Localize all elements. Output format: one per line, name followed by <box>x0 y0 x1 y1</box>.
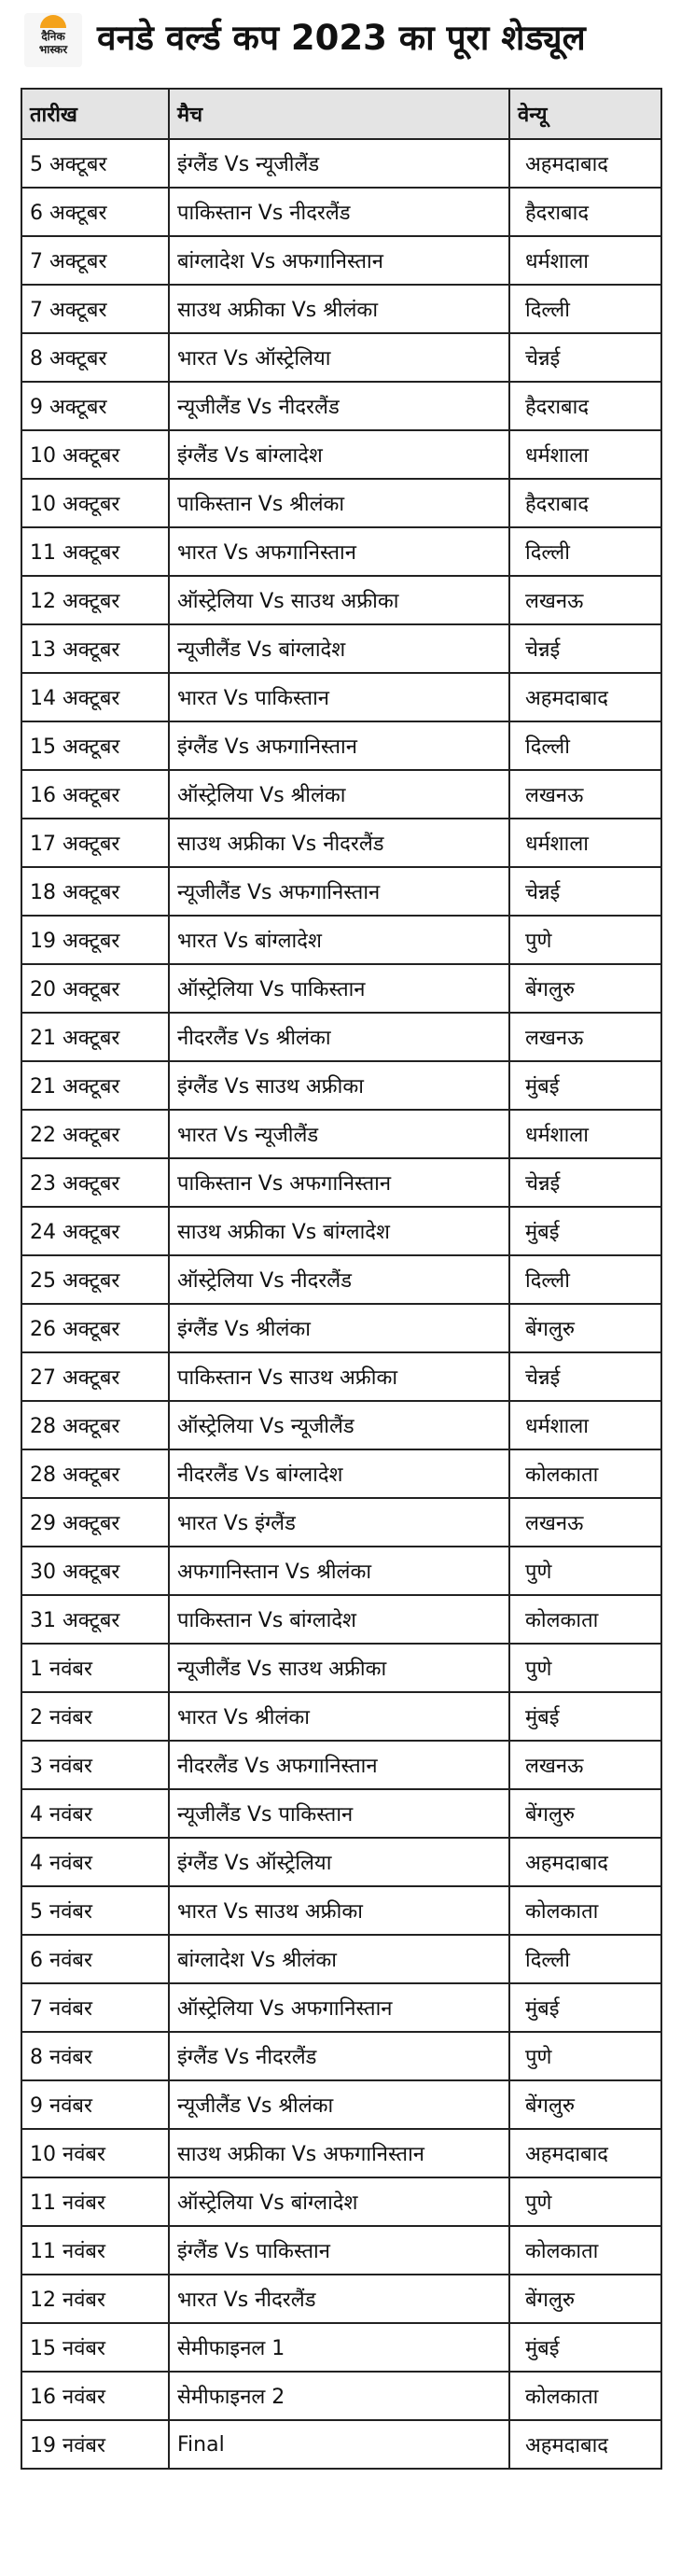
table-row <box>21 1595 661 1644</box>
match-teams: Final <box>169 2420 509 2469</box>
match-venue: कोलकाता <box>509 2226 661 2275</box>
table-row <box>21 188 661 236</box>
match-teams: पाकिस्तान Vs साउथ अफ्रीका <box>169 1352 509 1401</box>
table-row <box>21 1110 661 1158</box>
match-teams: भारत Vs इंग्लैंड <box>169 1498 509 1547</box>
match-date: 16 नवंबर <box>21 2372 169 2420</box>
match-teams: इंग्लैंड Vs श्रीलंका <box>169 1304 509 1352</box>
table-row <box>21 673 661 721</box>
match-date: 19 नवंबर <box>21 2420 169 2469</box>
match-date: 7 नवंबर <box>21 1983 169 2032</box>
header-date: तारीख <box>21 89 169 139</box>
match-venue: धर्मशाला <box>509 819 661 867</box>
match-venue: पुणे <box>509 2032 661 2080</box>
table-row <box>21 819 661 867</box>
match-teams: ऑस्ट्रेलिया Vs अफगानिस्तान <box>169 1983 509 2032</box>
match-venue: मुंबई <box>509 1061 661 1110</box>
match-teams: भारत Vs बांग्लादेश <box>169 916 509 964</box>
table-row <box>21 1498 661 1547</box>
table-header-row <box>21 89 661 139</box>
match-date: 10 नवंबर <box>21 2129 169 2177</box>
table-row <box>21 1644 661 1692</box>
table-row <box>21 1983 661 2032</box>
table-row <box>21 2177 661 2226</box>
match-venue: दिल्ली <box>509 1935 661 1983</box>
match-date: 27 अक्टूबर <box>21 1352 169 1401</box>
table-row <box>21 2372 661 2420</box>
table-row <box>21 1789 661 1838</box>
match-teams: न्यूजीलैंड Vs अफगानिस्तान <box>169 867 509 916</box>
table-row <box>21 2129 661 2177</box>
match-teams: ऑस्ट्रेलिया Vs श्रीलंका <box>169 770 509 819</box>
match-venue: चेन्नई <box>509 867 661 916</box>
match-date: 18 अक्टूबर <box>21 867 169 916</box>
match-teams: ऑस्ट्रेलिया Vs बांग्लादेश <box>169 2177 509 2226</box>
match-venue: चेन्नई <box>509 624 661 673</box>
table-row <box>21 333 661 382</box>
match-teams: पाकिस्तान Vs नीदरलैंड <box>169 188 509 236</box>
match-date: 1 नवंबर <box>21 1644 169 1692</box>
match-teams: पाकिस्तान Vs बांग्लादेश <box>169 1595 509 1644</box>
match-date: 9 अक्टूबर <box>21 382 169 430</box>
match-teams: इंग्लैंड Vs पाकिस्तान <box>169 2226 509 2275</box>
table-row <box>21 624 661 673</box>
table-row <box>21 576 661 624</box>
match-venue: अहमदाबाद <box>509 1838 661 1886</box>
match-teams: ऑस्ट्रेलिया Vs पाकिस्तान <box>169 964 509 1013</box>
match-venue: मुंबई <box>509 1692 661 1741</box>
match-venue: पुणे <box>509 916 661 964</box>
match-venue: अहमदाबाद <box>509 673 661 721</box>
match-date: 20 अक्टूबर <box>21 964 169 1013</box>
sun-icon <box>40 15 66 28</box>
page-title: वनडे वर्ल्ड कप 2023 का पूरा शेड्यूल <box>97 18 586 58</box>
match-venue: दिल्ली <box>509 285 661 333</box>
match-date: 10 अक्टूबर <box>21 430 169 479</box>
match-teams: न्यूजीलैंड Vs साउथ अफ्रीका <box>169 1644 509 1692</box>
match-teams: साउथ अफ्रीका Vs श्रीलंका <box>169 285 509 333</box>
match-date: 4 नवंबर <box>21 1789 169 1838</box>
match-teams: भारत Vs साउथ अफ्रीका <box>169 1886 509 1935</box>
match-teams: पाकिस्तान Vs अफगानिस्तान <box>169 1158 509 1207</box>
table-row <box>21 867 661 916</box>
table-row <box>21 1207 661 1255</box>
match-venue: कोलकाता <box>509 2372 661 2420</box>
match-venue: धर्मशाला <box>509 1110 661 1158</box>
match-venue: बेंगलुरु <box>509 964 661 1013</box>
table-row <box>21 1886 661 1935</box>
match-teams: इंग्लैंड Vs नीदरलैंड <box>169 2032 509 2080</box>
match-date: 19 अक्टूबर <box>21 916 169 964</box>
match-date: 10 अक्टूबर <box>21 479 169 527</box>
match-date: 11 नवंबर <box>21 2226 169 2275</box>
match-venue: धर्मशाला <box>509 430 661 479</box>
match-teams: न्यूजीलैंड Vs पाकिस्तान <box>169 1789 509 1838</box>
logo-line-1: दैनिक <box>41 30 65 43</box>
match-date: 21 अक्टूबर <box>21 1013 169 1061</box>
match-venue: अहमदाबाद <box>509 2129 661 2177</box>
table-row <box>21 916 661 964</box>
table-row <box>21 770 661 819</box>
match-venue: हैदराबाद <box>509 382 661 430</box>
match-date: 25 अक्टूबर <box>21 1255 169 1304</box>
table-row <box>21 1158 661 1207</box>
match-venue: दिल्ली <box>509 721 661 770</box>
table-row <box>21 1304 661 1352</box>
match-date: 8 अक्टूबर <box>21 333 169 382</box>
match-date: 30 अक्टूबर <box>21 1547 169 1595</box>
match-venue: बेंगलुरु <box>509 1304 661 1352</box>
match-venue: अहमदाबाद <box>509 139 661 188</box>
table-row <box>21 1013 661 1061</box>
match-teams: बांग्लादेश Vs श्रीलंका <box>169 1935 509 1983</box>
match-venue: बेंगलुरु <box>509 1789 661 1838</box>
table-row <box>21 721 661 770</box>
match-venue: चेन्नई <box>509 1158 661 1207</box>
match-venue: दिल्ली <box>509 1255 661 1304</box>
match-venue: लखनऊ <box>509 1013 661 1061</box>
match-venue: कोलकाता <box>509 1449 661 1498</box>
match-teams: ऑस्ट्रेलिया Vs नीदरलैंड <box>169 1255 509 1304</box>
match-date: 2 नवंबर <box>21 1692 169 1741</box>
match-date: 11 अक्टूबर <box>21 527 169 576</box>
match-venue: पुणे <box>509 1547 661 1595</box>
table-row <box>21 1401 661 1449</box>
match-venue: कोलकाता <box>509 1595 661 1644</box>
table-row <box>21 1449 661 1498</box>
match-date: 23 अक्टूबर <box>21 1158 169 1207</box>
match-teams: भारत Vs ऑस्ट्रेलिया <box>169 333 509 382</box>
match-venue: लखनऊ <box>509 1741 661 1789</box>
table-row <box>21 285 661 333</box>
match-date: 24 अक्टूबर <box>21 1207 169 1255</box>
match-teams: नीदरलैंड Vs बांग्लादेश <box>169 1449 509 1498</box>
match-teams: न्यूजीलैंड Vs नीदरलैंड <box>169 382 509 430</box>
match-venue: अहमदाबाद <box>509 2420 661 2469</box>
match-teams: नीदरलैंड Vs श्रीलंका <box>169 1013 509 1061</box>
header <box>0 0 681 80</box>
match-date: 8 नवंबर <box>21 2032 169 2080</box>
table-row <box>21 139 661 188</box>
match-date: 11 नवंबर <box>21 2177 169 2226</box>
match-venue: मुंबई <box>509 2323 661 2372</box>
match-teams: नीदरलैंड Vs अफगानिस्तान <box>169 1741 509 1789</box>
match-venue: हैदराबाद <box>509 188 661 236</box>
table-row <box>21 2226 661 2275</box>
schedule-rows <box>21 139 661 2469</box>
match-date: 3 नवंबर <box>21 1741 169 1789</box>
match-venue: चेन्नई <box>509 333 661 382</box>
match-date: 9 नवंबर <box>21 2080 169 2129</box>
match-venue: पुणे <box>509 1644 661 1692</box>
match-venue: बेंगलुरु <box>509 2080 661 2129</box>
match-date: 4 नवंबर <box>21 1838 169 1886</box>
match-teams: इंग्लैंड Vs साउथ अफ्रीका <box>169 1061 509 1110</box>
match-date: 15 नवंबर <box>21 2323 169 2372</box>
match-date: 15 अक्टूबर <box>21 721 169 770</box>
table-row <box>21 479 661 527</box>
match-teams: अफगानिस्तान Vs श्रीलंका <box>169 1547 509 1595</box>
match-teams: साउथ अफ्रीका Vs बांग्लादेश <box>169 1207 509 1255</box>
match-venue: चेन्नई <box>509 1352 661 1401</box>
table-row <box>21 964 661 1013</box>
match-venue: मुंबई <box>509 1983 661 2032</box>
table-row <box>21 2323 661 2372</box>
match-venue: लखनऊ <box>509 576 661 624</box>
match-date: 29 अक्टूबर <box>21 1498 169 1547</box>
match-date: 17 अक्टूबर <box>21 819 169 867</box>
table-row <box>21 382 661 430</box>
table-row <box>21 1935 661 1983</box>
table-row <box>21 1741 661 1789</box>
match-venue: दिल्ली <box>509 527 661 576</box>
header-venue: वेन्यू <box>509 89 661 139</box>
table-row <box>21 430 661 479</box>
match-date: 12 नवंबर <box>21 2275 169 2323</box>
match-venue: मुंबई <box>509 1207 661 1255</box>
table-row <box>21 1352 661 1401</box>
match-teams: भारत Vs न्यूजीलैंड <box>169 1110 509 1158</box>
match-date: 31 अक्टूबर <box>21 1595 169 1644</box>
dainik-bhaskar-logo <box>24 13 82 67</box>
match-venue: पुणे <box>509 2177 661 2226</box>
table-row <box>21 1061 661 1110</box>
match-date: 5 अक्टूबर <box>21 139 169 188</box>
match-teams: इंग्लैंड Vs ऑस्ट्रेलिया <box>169 1838 509 1886</box>
match-date: 28 अक्टूबर <box>21 1449 169 1498</box>
logo-line-2: भास्कर <box>38 43 68 56</box>
match-date: 6 नवंबर <box>21 1935 169 1983</box>
match-teams: न्यूजीलैंड Vs श्रीलंका <box>169 2080 509 2129</box>
match-date: 21 अक्टूबर <box>21 1061 169 1110</box>
table-row <box>21 1692 661 1741</box>
match-date: 26 अक्टूबर <box>21 1304 169 1352</box>
table-row <box>21 2080 661 2129</box>
match-venue: बेंगलुरु <box>509 2275 661 2323</box>
match-teams: ऑस्ट्रेलिया Vs साउथ अफ्रीका <box>169 576 509 624</box>
match-date: 7 अक्टूबर <box>21 285 169 333</box>
match-date: 13 अक्टूबर <box>21 624 169 673</box>
match-teams: भारत Vs श्रीलंका <box>169 1692 509 1741</box>
match-teams: भारत Vs नीदरलैंड <box>169 2275 509 2323</box>
match-venue: लखनऊ <box>509 770 661 819</box>
match-date: 12 अक्टूबर <box>21 576 169 624</box>
match-date: 7 अक्टूबर <box>21 236 169 285</box>
table-row <box>21 2275 661 2323</box>
match-teams: इंग्लैंड Vs बांग्लादेश <box>169 430 509 479</box>
match-venue: हैदराबाद <box>509 479 661 527</box>
table-row <box>21 527 661 576</box>
match-teams: ऑस्ट्रेलिया Vs न्यूजीलैंड <box>169 1401 509 1449</box>
schedule-table <box>21 88 662 2470</box>
match-teams: इंग्लैंड Vs न्यूजीलैंड <box>169 139 509 188</box>
match-date: 28 अक्टूबर <box>21 1401 169 1449</box>
match-teams: साउथ अफ्रीका Vs नीदरलैंड <box>169 819 509 867</box>
table-row <box>21 2032 661 2080</box>
match-teams: साउथ अफ्रीका Vs अफगानिस्तान <box>169 2129 509 2177</box>
match-teams: सेमीफाइनल 1 <box>169 2323 509 2372</box>
match-venue: कोलकाता <box>509 1886 661 1935</box>
table-row <box>21 1255 661 1304</box>
match-date: 5 नवंबर <box>21 1886 169 1935</box>
match-teams: इंग्लैंड Vs अफगानिस्तान <box>169 721 509 770</box>
match-teams: बांग्लादेश Vs अफगानिस्तान <box>169 236 509 285</box>
match-venue: धर्मशाला <box>509 1401 661 1449</box>
table-row <box>21 1838 661 1886</box>
match-venue: धर्मशाला <box>509 236 661 285</box>
table-row <box>21 236 661 285</box>
match-date: 22 अक्टूबर <box>21 1110 169 1158</box>
table-row <box>21 1547 661 1595</box>
match-date: 6 अक्टूबर <box>21 188 169 236</box>
match-teams: पाकिस्तान Vs श्रीलंका <box>169 479 509 527</box>
match-teams: भारत Vs पाकिस्तान <box>169 673 509 721</box>
match-date: 16 अक्टूबर <box>21 770 169 819</box>
match-teams: भारत Vs अफगानिस्तान <box>169 527 509 576</box>
match-teams: न्यूजीलैंड Vs बांग्लादेश <box>169 624 509 673</box>
match-date: 14 अक्टूबर <box>21 673 169 721</box>
match-teams: सेमीफाइनल 2 <box>169 2372 509 2420</box>
header-match: मैच <box>169 89 509 139</box>
match-venue: लखनऊ <box>509 1498 661 1547</box>
table-row <box>21 2420 661 2469</box>
